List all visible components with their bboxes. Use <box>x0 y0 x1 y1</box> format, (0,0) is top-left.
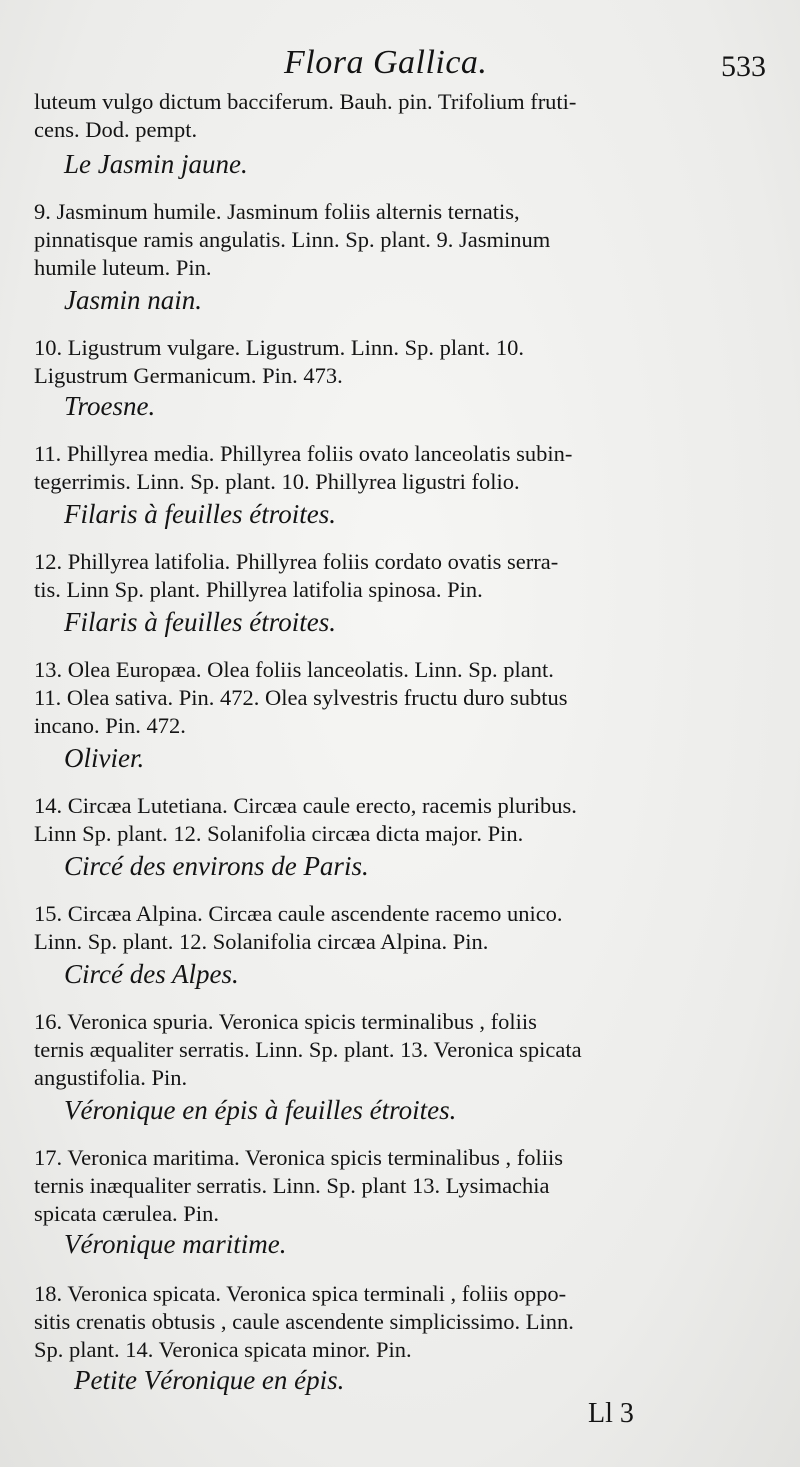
text-line: 15. Circæa Alpina. Circæa caule ascendente racemo unico. <box>34 901 563 926</box>
vernacular-name: Filaris à feuilles étroites. <box>64 499 336 529</box>
signature-mark: Ll 3 <box>588 1398 634 1429</box>
text-line: 13. Olea Europæa. Olea foliis lanceolatis. Linn. Sp. plant. <box>34 657 554 682</box>
text-line: humile luteum. Pin. <box>34 255 212 280</box>
running-head-title: Flora Gallica. <box>284 44 488 81</box>
text-line: ternis inæqualiter serratis. Linn. Sp. plant 13. Lysimachia <box>34 1173 550 1198</box>
text-line: 17. Veronica maritima. Veronica spicis terminalibus , foliis <box>34 1145 564 1170</box>
vernacular-name: Le Jasmin jaune. <box>64 149 248 179</box>
text-line: 10. Ligustrum vulgare. Ligustrum. Linn. Sp. plant. 10. <box>34 335 524 360</box>
text-line: ternis æqualiter serratis. Linn. Sp. plant. 13. Veronica spicata <box>34 1037 582 1062</box>
text-line: angustifolia. Pin. <box>34 1065 188 1090</box>
text-line: Linn Sp. plant. 12. Solanifolia circæa dicta major. Pin. <box>34 821 524 846</box>
text-line: tegerrimis. Linn. Sp. plant. 10. Phillyrea ligustri folio. <box>34 469 520 494</box>
text-line: Linn. Sp. plant. 12. Solanifolia circæa Alpina. Pin. <box>34 929 489 954</box>
text-line: cens. Dod. pempt. <box>34 117 198 142</box>
page-number: 533 <box>721 50 766 83</box>
text-line: spicata cærulea. Pin. <box>34 1201 219 1226</box>
text-line: 9. Jasminum humile. Jasminum foliis alternis ternatis, <box>34 199 520 224</box>
vernacular-name: Circé des environs de Paris. <box>64 851 369 881</box>
text-line: 14. Circæa Lutetiana. Circæa caule erecto, racemis pluribus. <box>34 793 577 818</box>
text-line: Ligustrum Germanicum. Pin. 473. <box>34 363 343 388</box>
text-line: incano. Pin. 472. <box>34 713 186 738</box>
text-line: 18. Veronica spicata. Veronica spica terminali , foliis oppo- <box>34 1281 567 1306</box>
text-line: 11. Olea sativa. Pin. 472. Olea sylvestris fructu duro subtus <box>34 685 568 710</box>
vernacular-name: Filaris à feuilles étroites. <box>64 607 336 637</box>
text-line: 16. Veronica spuria. Veronica spicis terminalibus , foliis <box>34 1009 537 1034</box>
text-line: 12. Phillyrea latifolia. Phillyrea foliis cordato ovatis serra- <box>34 549 559 574</box>
vernacular-name: Petite Véronique en épis. <box>74 1365 345 1395</box>
vernacular-name: Véronique en épis à feuilles étroites. <box>64 1095 457 1125</box>
text-line: luteum vulgo dictum bacciferum. Bauh. pin. Trifolium fruti- <box>34 89 577 114</box>
text-line: pinnatisque ramis angulatis. Linn. Sp. plant. 9. Jasminum <box>34 227 551 252</box>
vernacular-name: Circé des Alpes. <box>64 959 239 989</box>
text-line: sitis crenatis obtusis , caule ascendente simplicissimo. Linn. <box>34 1309 574 1334</box>
vernacular-name: Jasmin nain. <box>64 285 202 315</box>
vernacular-name: Troesne. <box>64 391 156 421</box>
text-line: 11. Phillyrea media. Phillyrea foliis ovato lanceolatis subin- <box>34 441 573 466</box>
vernacular-name: Véronique maritime. <box>64 1229 287 1259</box>
vernacular-name: Olivier. <box>64 743 145 773</box>
text-line: tis. Linn Sp. plant. Phillyrea latifolia spinosa. Pin. <box>34 577 483 602</box>
text-line: Sp. plant. 14. Veronica spicata minor. Pin. <box>34 1337 412 1362</box>
